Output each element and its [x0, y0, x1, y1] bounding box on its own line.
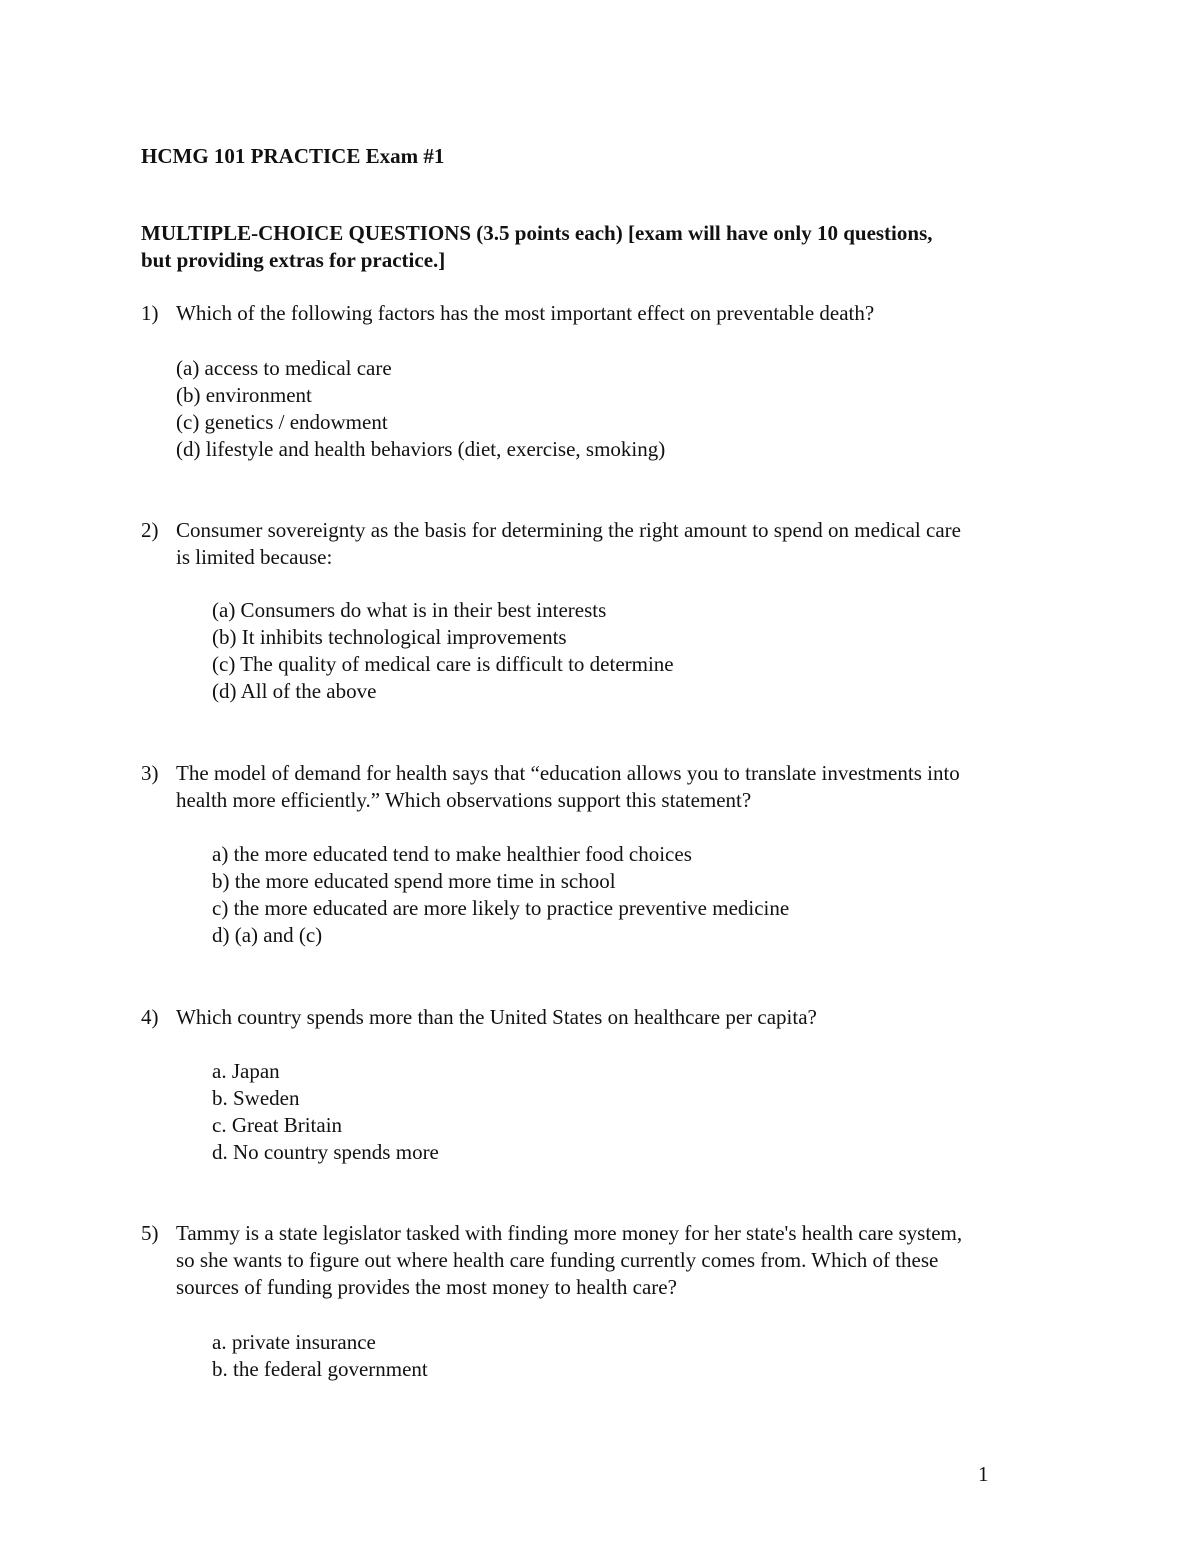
- question-number: 1): [141, 301, 159, 325]
- question-text: [176, 1004, 817, 1031]
- question-text: [176, 300, 874, 327]
- answer-option: (c) The quality of medical care is difficult to determine: [212, 652, 674, 676]
- answer-option: b. Sweden: [212, 1086, 300, 1110]
- answer-option: c) the more educated are more likely to practice preventive medicine: [212, 896, 790, 920]
- question-text-line: health more efficiently.” Which observations support this statement?: [176, 788, 752, 812]
- question-text-line: Tammy is a state legislator tasked with finding more money for her state's health care system,: [176, 1221, 963, 1245]
- question-text: [176, 760, 960, 814]
- answer-options: [176, 355, 665, 463]
- answer-option: a. Japan: [212, 1059, 280, 1083]
- answer-option: a) the more educated tend to make healthier food choices: [212, 842, 692, 866]
- question-text-line: Which of the following factors has the most important effect on preventable death?: [176, 301, 875, 325]
- answer-option: (a) Consumers do what is in their best interests: [212, 598, 607, 622]
- answer-option: (b) It inhibits technological improvements: [212, 625, 567, 649]
- question-number: 5): [141, 1221, 159, 1245]
- answer-option: d. No country spends more: [212, 1140, 439, 1164]
- answer-option: (d) lifestyle and health behaviors (diet, exercise, smoking): [176, 437, 666, 461]
- question-4: [141, 1004, 1071, 1031]
- answer-option: c. Great Britain: [212, 1113, 343, 1137]
- question-text-line: sources of funding provides the most money to health care?: [176, 1275, 677, 1299]
- section-heading: [141, 220, 1061, 274]
- answer-options: [212, 597, 674, 705]
- question-5: [141, 1220, 1071, 1301]
- answer-options: [212, 841, 789, 949]
- question-text-line: so she wants to figure out where health care funding currently comes from. Which of these: [176, 1248, 939, 1272]
- page-title: HCMG 101 PRACTICE Exam #1: [141, 144, 445, 168]
- answer-option: (a) access to medical care: [176, 356, 392, 380]
- question-number: 3): [141, 761, 159, 785]
- question-text-line: Which country spends more than the United States on healthcare per capita?: [176, 1005, 817, 1029]
- answer-option: d) (a) and (c): [212, 923, 323, 947]
- answer-option: (c) genetics / endowment: [176, 410, 388, 434]
- section-heading-line: MULTIPLE-CHOICE QUESTIONS (3.5 points each) [exam will have only 10 questions,: [141, 221, 933, 245]
- question-text-line: Consumer sovereignty as the basis for determining the right amount to spend on medical care: [176, 518, 961, 542]
- question-text: [176, 1220, 962, 1301]
- question-number: 4): [141, 1005, 159, 1029]
- question-2: [141, 517, 1071, 571]
- answer-option: b. the federal government: [212, 1357, 428, 1381]
- question-number: 2): [141, 518, 159, 542]
- answer-options: [212, 1058, 439, 1166]
- question-text-line: is limited because:: [176, 545, 333, 569]
- question-1: [141, 300, 1071, 327]
- answer-option: a. private insurance: [212, 1330, 376, 1354]
- answer-option: (d) All of the above: [212, 679, 377, 703]
- answer-option: (b) environment: [176, 383, 312, 407]
- answer-option: b) the more educated spend more time in school: [212, 869, 616, 893]
- question-text-line: The model of demand for health says that “education allows you to translate investments into: [176, 761, 960, 785]
- section-heading-line: but providing extras for practice.]: [141, 248, 446, 272]
- question-text: [176, 517, 961, 571]
- answer-options: [212, 1329, 428, 1383]
- page-number: 1: [978, 1462, 989, 1486]
- question-3: [141, 760, 1071, 814]
